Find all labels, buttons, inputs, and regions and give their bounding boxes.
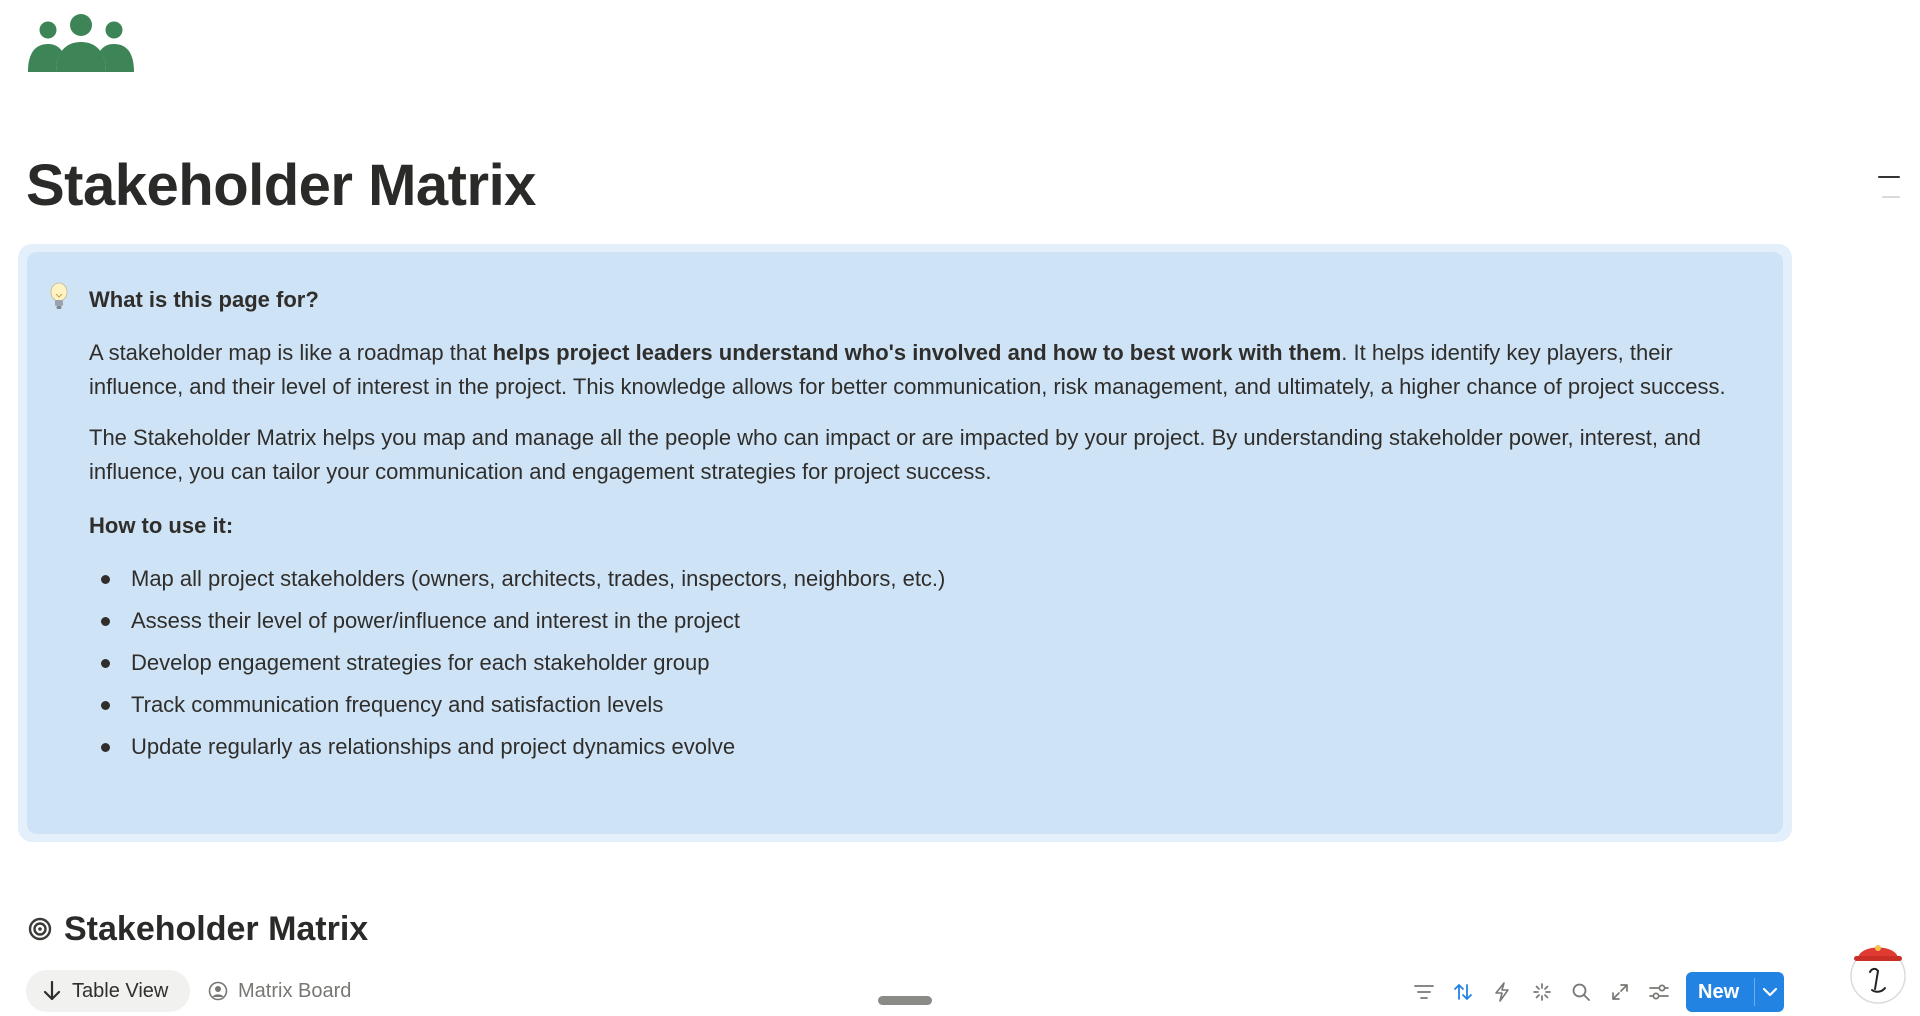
chevron-down-icon[interactable] <box>1758 980 1782 1010</box>
sparkle-icon[interactable] <box>1528 978 1556 1006</box>
filter-icon[interactable] <box>1410 978 1438 1006</box>
lightbulb-icon[interactable] <box>49 282 69 312</box>
target-icon[interactable] <box>28 917 52 941</box>
tab-label: Table View <box>72 979 169 1002</box>
arrow-down-icon <box>42 980 62 1002</box>
callout-paragraph-2: The Stakeholder Matrix helps you map and manage all the people who can impact or are impacted by your project. By understanding stakeholder power, interest, and influence, you can tailor your communication and engagement strategies for project success. <box>89 425 1701 484</box>
list-item: Track communication frequency and satisfaction levels <box>89 684 1739 726</box>
search-icon[interactable] <box>1567 978 1595 1006</box>
database-title[interactable]: Stakeholder Matrix <box>64 910 369 948</box>
list-item: Assess their level of power/influence and interest in the project <box>89 600 1739 642</box>
person-circle-icon <box>208 981 228 1001</box>
callout-heading: What is this page for? <box>89 287 319 312</box>
how-to-use-list <box>89 558 1739 768</box>
page-title[interactable]: Stakeholder Matrix <box>26 153 536 218</box>
new-button-label: New <box>1698 981 1740 1003</box>
drag-handle[interactable] <box>878 996 932 1005</box>
table-of-contents-indicator[interactable] <box>1878 176 1900 204</box>
settings-sliders-icon[interactable] <box>1645 978 1673 1006</box>
lightning-icon[interactable] <box>1488 978 1516 1006</box>
callout-paragraph-1-bold: helps project leaders understand who's involved and how to best work with them <box>492 340 1342 365</box>
tab-table-view[interactable] <box>26 970 190 1012</box>
tab-label: Matrix Board <box>238 979 352 1002</box>
callout-paragraph-1: A stakeholder map is like a roadmap that helps project leaders understand who's involved and how to best work with them. It helps identify key players, their influence, and their level of interest in the project. This knowledge allows for better communication, risk management, and ultimately, a higher chance of project success. <box>89 340 1726 399</box>
people-group-icon[interactable] <box>26 6 136 72</box>
sort-icon[interactable] <box>1449 978 1477 1006</box>
list-item: Map all project stakeholders (owners, architects, trades, inspectors, neighbors, etc.) <box>89 558 1739 600</box>
callout-content <box>89 282 1739 768</box>
new-record-button[interactable] <box>1686 972 1784 1012</box>
list-item: Update regularly as relationships and project dynamics evolve <box>89 726 1739 768</box>
how-to-use-heading: How to use it: <box>89 513 234 538</box>
list-item: Develop engagement strategies for each stakeholder group <box>89 642 1739 684</box>
expand-icon[interactable] <box>1606 978 1634 1006</box>
ai-assistant-avatar-icon[interactable] <box>1848 934 1908 1006</box>
callout-block[interactable] <box>27 252 1783 834</box>
tab-matrix-board[interactable] <box>204 970 364 1012</box>
